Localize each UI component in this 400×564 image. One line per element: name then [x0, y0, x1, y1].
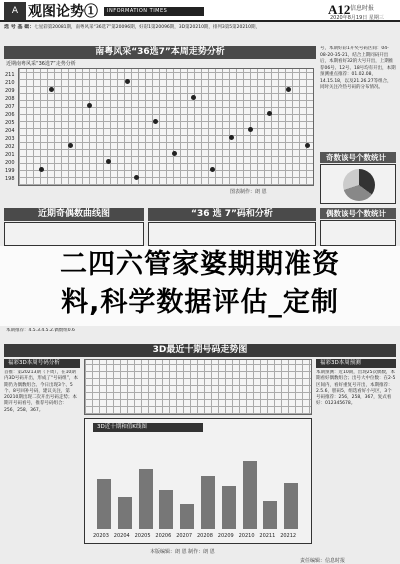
top-chart-row-label: 199	[5, 168, 15, 174]
top-chart-dot	[153, 119, 158, 124]
top-chart-row-label: 207	[5, 104, 15, 110]
odd-even-note: 本期推荐：4.5.3.4.5.2.偶数组0.6	[6, 328, 75, 333]
sidebar-body: 号，本期好彩1开奖号码区间：04-08-20-35-21，结合上期同码开出后，本期看好32的大号开出，上期推荐06号、12号、18号均有开出，本期预测重点推荐：01.02.08，14.15.18，以及21.26.27等组合，同时关注冷热号码的分布情况。	[320, 46, 396, 90]
top-chart-row-label: 210	[5, 80, 15, 86]
top-chart-row-label: 209	[5, 88, 15, 94]
page-number: A12	[328, 2, 351, 17]
issue-date: 2020年8月19日 星期三	[330, 15, 384, 21]
top-chart-row-label: 211	[5, 72, 15, 78]
even-stats-box	[320, 220, 396, 246]
top-chart-dot	[125, 79, 130, 84]
3d-sum-tick: 20203	[93, 533, 109, 539]
column-title: 观图论势①	[28, 4, 98, 20]
3d-analysis-text: 首推：第20213期（下周），在10期内3D号码开出，形成了“号码组”，本期仍为偶数组合。今日出现3个、5个、8号回补号码，建议关注，第20210期出现二次开出号码走势；本期开号码看号，推荐号码组合：256，258，367。	[4, 370, 78, 413]
3d-sum-bar	[284, 483, 298, 529]
3d-sum-tick: 20210	[238, 533, 255, 539]
top-chart-dot	[229, 135, 234, 140]
top-chart-row-label: 205	[5, 120, 15, 126]
odd-stats-box	[320, 164, 396, 204]
3d-sum-bar	[139, 469, 153, 529]
top-chart-dot	[39, 167, 44, 172]
odd-even-chart	[4, 222, 144, 246]
page-footer-left: 责任编辑：信息时报	[300, 558, 346, 564]
top-chart-footnote: 图表制作：朗 恩	[230, 189, 267, 195]
3d-sum-tick: 20209	[217, 533, 234, 539]
odd-stats-head: 奇数该号个数统计	[320, 152, 396, 163]
3d-sum-bar	[180, 504, 194, 529]
top-chart-dot	[286, 87, 291, 92]
paper-name: 信息时报	[350, 5, 375, 12]
3d-sum-tick: 20205	[134, 533, 151, 539]
3d-sum-bar	[201, 476, 215, 529]
headline-line-2: 料,科学数据评估_定制	[61, 287, 339, 318]
top-chart-dot	[305, 143, 310, 148]
even-stats-head: 偶数该号个数统计	[320, 208, 396, 219]
3d-forecast-text: 本期预测：近10期，出现25次偶数，本期看好偶数组合；出号大中位数：在2-5区间内，看好重复号开出，本期推荐：2.5.6，胆码5，组选看好小号区，3个号码推荐：256，258，367，复式看好：012345678。	[316, 370, 396, 407]
top-chart-dot	[172, 151, 177, 156]
top-chart-dot	[248, 127, 253, 132]
intro-text	[4, 24, 396, 44]
3d-sum-tick: 20211	[259, 533, 276, 539]
masthead	[0, 0, 400, 22]
top-chart-title: 南粤风采“36选7”本周走势分析	[4, 46, 316, 59]
top-chart-dot	[191, 95, 196, 100]
sum-analysis-head: “36 选 7”码和分析	[148, 208, 316, 221]
column-tag: A	[4, 2, 26, 20]
top-chart-dot	[68, 143, 73, 148]
top-chart-row-label: 201	[5, 152, 15, 158]
headline-overlay	[0, 246, 400, 326]
intro-lead: 选 号 基 础：	[4, 24, 35, 30]
top-chart-row-label: 206	[5, 112, 15, 118]
3d-sum-bar	[97, 479, 111, 529]
3d-sum-bar	[243, 461, 257, 529]
3d-sum-bar	[263, 501, 277, 529]
3d-trend-grid	[84, 359, 312, 415]
3d-analysis-head: 福彩3D本周号码分析	[4, 359, 80, 368]
3d-sum-tick: 20206	[155, 533, 172, 539]
headline-line-1: 二四六管家婆期期准资	[60, 249, 340, 280]
top-chart-dot	[87, 103, 92, 108]
top-chart-dot	[134, 175, 139, 180]
3d-sum-tick: 20208	[197, 533, 213, 539]
3d-sum-bar	[222, 486, 236, 529]
3d-sum-bar	[159, 490, 173, 529]
column-badge: INFORMATION TIMES	[104, 7, 204, 16]
top-chart-row-label: 204	[5, 128, 15, 134]
3d-sum-chart-title: 3D近十期和值K线图	[93, 423, 203, 432]
top-chart-dot	[267, 111, 272, 116]
sum-analysis-chart	[148, 222, 316, 246]
top-chart-row-label: 203	[5, 136, 15, 142]
top-chart-row-label: 200	[5, 160, 15, 166]
top-chart-dot	[210, 167, 215, 172]
top-chart-dot	[49, 87, 54, 92]
bottom-footer-note: 本版编辑：朗 恩 制作：朗 恩	[150, 549, 215, 555]
3d-sum-tick: 20207	[176, 533, 193, 539]
3d-forecast-head: 福彩3D本周预测	[316, 359, 396, 368]
odd-pie	[343, 169, 375, 201]
top-chart-grid	[18, 68, 314, 186]
top-chart-row-label: 208	[5, 96, 15, 102]
intro-body: 七星彩第20081期，南粤风采“36选7”第20096期，好彩1第20096期，3D第20210期，排列3第5第20210期，	[34, 25, 260, 30]
3d-sum-tick: 20204	[113, 533, 130, 539]
top-chart-row-label: 202	[5, 144, 15, 150]
3d-trend-head: 3D最近十期号码走势图	[4, 344, 396, 357]
top-chart-dot	[106, 159, 111, 164]
top-chart-row-label: 198	[5, 176, 15, 182]
3d-sum-bar	[118, 497, 132, 529]
3d-sum-chart	[84, 418, 312, 544]
3d-sum-tick: 20212	[280, 533, 297, 539]
odd-even-head: 近期奇偶数曲线图	[4, 208, 144, 221]
top-chart-legend: 近期南粤风采“36选7”走势分析	[6, 61, 76, 67]
